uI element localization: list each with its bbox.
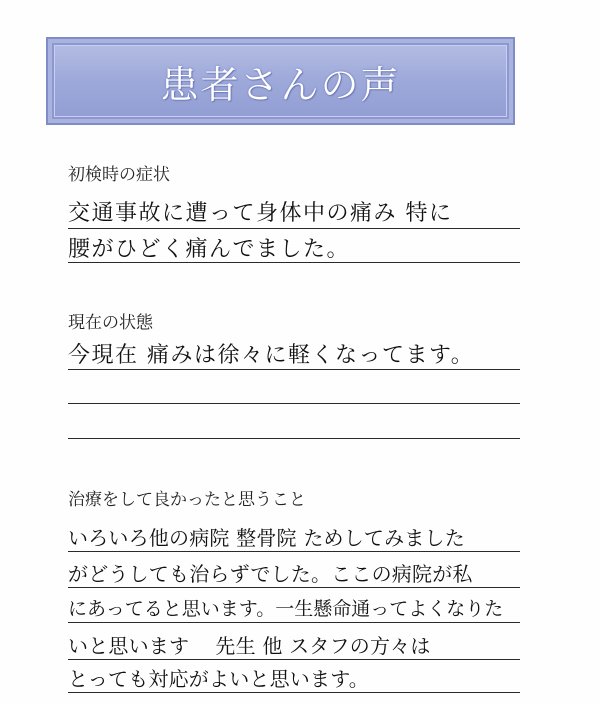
ruled-line (68, 587, 520, 588)
ruled-line (68, 228, 520, 229)
section-heading-current-state: 現在の状態 (68, 313, 153, 333)
ruled-line (68, 692, 520, 693)
handwritten-line: とっても対応がよいと思います。 (68, 667, 369, 691)
handwritten-line: にあってると思います。一生懸命通ってよくなりた (68, 598, 504, 620)
page-title: 患者さんの声 (160, 62, 401, 107)
handwritten-line: がどうしても治らずでした。ここの病院が私 (68, 562, 473, 586)
handwritten-line: いろいろ他の病院 整骨院 ためしてみました (68, 526, 465, 550)
section-heading-good-points: 治療をして良かったと思うこと (68, 490, 306, 510)
ruled-line (68, 659, 520, 660)
ruled-line (68, 403, 520, 404)
handwritten-line: 交通事故に遭って身体中の痛み 特に (68, 201, 453, 226)
handwritten-line: 今現在 痛みは徐々に軽くなってます。 (68, 343, 475, 368)
ruled-line (68, 369, 520, 370)
ruled-line (68, 438, 520, 439)
ruled-line (68, 622, 520, 623)
section-heading-initial-symptoms: 初検時の症状 (68, 165, 170, 185)
handwritten-line: 腰がひどく痛んでました。 (68, 237, 351, 262)
handwritten-line: いと思います 先生 他 スタフの方々は (68, 634, 431, 658)
ruled-line (68, 551, 520, 552)
ruled-line (68, 262, 520, 263)
title-banner (46, 37, 515, 125)
